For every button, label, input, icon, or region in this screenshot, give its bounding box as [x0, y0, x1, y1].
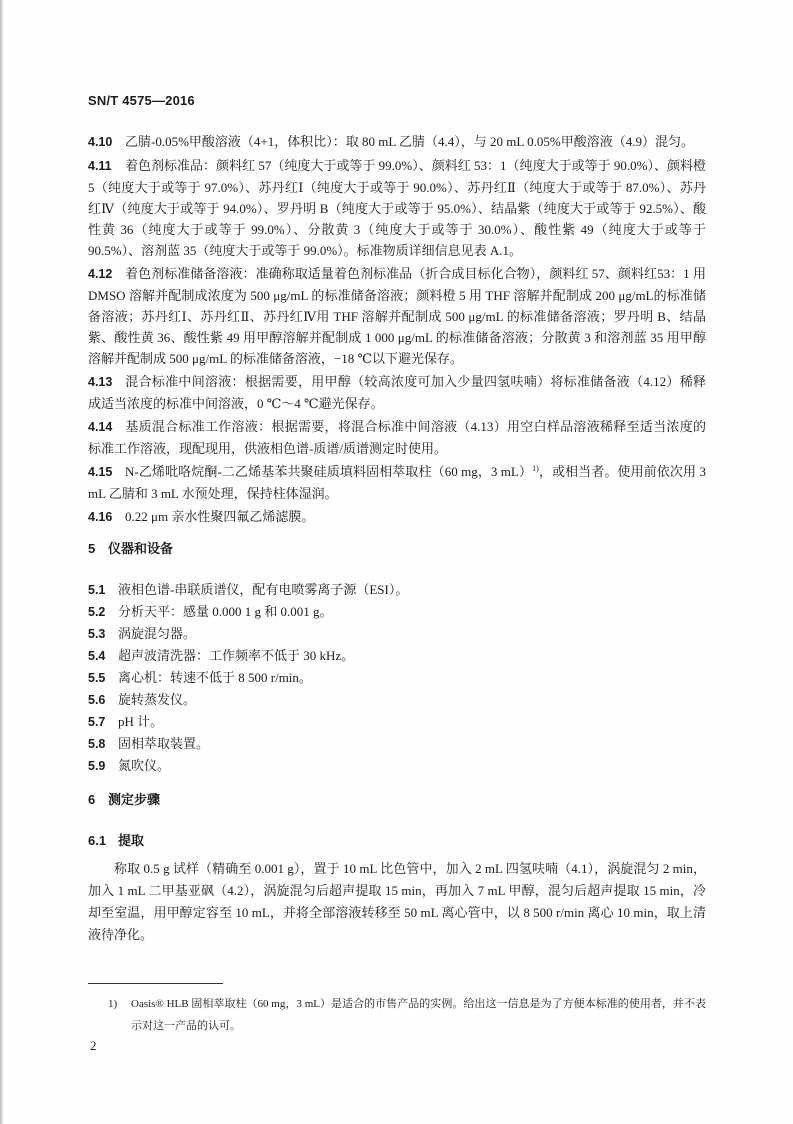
section-6-heading	[88, 789, 706, 810]
clause-text: 0.22 μm 亲水性聚四氟乙烯滤膜。	[125, 509, 315, 524]
instrument-item	[88, 667, 706, 689]
clause-text: N-乙烯吡咯烷酮-二乙烯基苯共聚硅质填料固相萃取柱（60 mg，3 mL）	[125, 464, 533, 479]
instrument-item	[88, 601, 706, 623]
instrument-item	[88, 579, 706, 601]
footnote-text: Oasis® HLB 固相萃取柱（60 mg，3 mL）是适合的市售产品的实例。给出这一信息是为了方便本标准的使用者，并不表示对这一产品的认可。	[131, 998, 706, 1032]
item-text: 氮吹仪。	[118, 758, 171, 773]
item-number: 5.9	[88, 759, 106, 773]
instrument-item	[88, 645, 706, 667]
section-number: 6	[88, 792, 96, 807]
footnote-label: 1)	[108, 998, 118, 1010]
subsection-number: 6.1	[88, 833, 107, 848]
item-number: 5.7	[88, 715, 106, 729]
item-text: pH 计。	[118, 714, 164, 729]
footnote-reference: 1)	[532, 464, 539, 473]
item-text: 液相色谱-串联质谱仪，配有电喷雾离子源（ESI）。	[118, 582, 409, 597]
footnote	[108, 993, 706, 1037]
clause-number: 4.11	[88, 159, 112, 173]
section-title: 仪器和设备	[108, 541, 174, 556]
clause-number: 4.16	[88, 510, 113, 524]
item-text: 涡旋混匀器。	[118, 626, 197, 641]
item-number: 5.3	[88, 627, 106, 641]
section-title: 测定步骤	[108, 792, 161, 807]
item-text: 超声波清洗器：工作频率不低于 30 kHz。	[118, 648, 355, 663]
clause-4-12	[88, 263, 706, 369]
footnote-separator	[88, 983, 223, 984]
instrument-item	[88, 733, 706, 755]
clause-text: 着色剂标准品：颜料红 57（纯度大于或等于 99.0%）、颜料红 53：1（纯度大于或等于 90.0%）、颜料橙 5（纯度大于或等于 97.0%）、苏丹红Ⅰ（纯度大于或等于 90.0%）、苏丹红Ⅱ（纯度大于或等于 87.0%）、苏丹红Ⅳ（纯度大于或等于 94.0%）、罗丹明 B（纯度大于或等于 95.0%）、结晶紫（纯度大于或等于 92.5%）、酸性黄 36（纯度大于或等于 99.0%）、分散黄 3（纯度大于或等于 30.0%）、酸性紫 49（纯度大于或等于 90.5%）、溶剂蓝 35（纯度大于或等于 99.0%）。标准物质详细信息见表 A.1。	[88, 158, 706, 258]
clause-text: 基质混合标准工作溶液：根据需要，将混合标准中间溶液（4.13）用空白样品溶液稀释至适当浓度的标准工作溶液，现配现用，供液相色谱-质谱/质谱测定时使用。	[88, 419, 706, 456]
item-text: 固相萃取装置。	[118, 736, 210, 751]
clause-text: 乙腈-0.05%甲酸溶液（4+1，体积比）：取 80 mL 乙腈（4.4），与 20 mL 0.05%甲酸溶液（4.9）混匀。	[125, 134, 694, 149]
item-text: 离心机：转速不低于 8 500 r/min。	[118, 670, 312, 685]
clause-4-11	[88, 155, 706, 261]
clause-number: 4.15	[88, 465, 113, 479]
clause-text: 混合标准中间溶液：根据需要，用甲醇（较高浓度可加入少量四氢呋喃）将标准储备液（4.12）稀释成适当浓度的标准中间溶液，0 ℃～4 ℃避光保存。	[88, 374, 706, 411]
clause-4-10	[88, 131, 706, 153]
instrument-item	[88, 755, 706, 777]
instrument-item	[88, 689, 706, 711]
item-number: 5.5	[88, 671, 106, 685]
item-text: 分析天平：感量 0.000 1 g 和 0.001 g。	[118, 604, 333, 619]
clause-number: 4.13	[88, 375, 113, 389]
subsection-title: 提取	[118, 833, 145, 848]
instrument-item	[88, 711, 706, 733]
standard-code: SN/T 4575—2016	[88, 93, 195, 108]
item-number: 5.6	[88, 693, 106, 707]
item-text: 旋转蒸发仪。	[118, 692, 197, 707]
item-number: 5.2	[88, 605, 106, 619]
clause-4-13	[88, 371, 706, 414]
item-number: 5.1	[88, 583, 106, 597]
section-5-heading	[88, 538, 706, 559]
clause-text: 着色剂标准储备溶液：准确称取适量着色剂标准品（折合成目标化合物），颜料红 57、颜料红53：1 用 DMSO 溶解并配制成浓度为 500 μg/mL 的标准储备溶液；颜料橙 5 用 THF 溶解并配制成 200 μg/mL的标准储备溶液；苏丹红Ⅰ、苏丹红Ⅱ、苏丹红Ⅳ用 THF 溶解并配制成 500 μg/mL 的标准储备溶液；罗丹明 B、结晶紫、酸性黄 36、酸性紫 49 用甲醇溶解并配制成 1 000 μg/mL 的标准储备溶液；分散黄 3 和溶剂蓝 35 用甲醇溶解并配制成 500 μg/mL 的标准储备溶液，−18 ℃以下避光保存。	[88, 266, 706, 366]
clause-text-continued: ，或相当者。使用前依次用 3 mL 乙腈和 3 mL 水预处理，保持柱体湿润。	[88, 464, 706, 501]
clause-4-14	[88, 416, 706, 459]
clause-number: 4.10	[88, 135, 113, 149]
clause-4-15	[88, 461, 706, 504]
extraction-paragraph: 称取 0.5 g 试样（精确至 0.001 g），置于 10 mL 比色管中，加入 2 mL 四氢呋喃（4.1），涡旋混匀 2 min，加入 1 mL 二甲基亚砜（4.2），涡旋混匀后超声提取 15 min，再加入 7 mL 甲醇，混匀后超声提取 15 min，冷却至室温，用甲醇定容至 10 mL，并将全部溶液转移至 50 mL 离心管中，以 8 500 r/min 离心 10 min，取上清液待净化。	[88, 861, 706, 942]
instrument-item	[88, 623, 706, 645]
subsection-6-1-heading	[88, 830, 706, 852]
page-number: 2	[90, 1038, 97, 1053]
item-number: 5.4	[88, 649, 106, 663]
section-number: 5	[88, 541, 96, 556]
scan-edge	[0, 0, 3, 1124]
clause-4-16	[88, 506, 706, 528]
clause-number: 4.14	[88, 420, 113, 434]
clause-number: 4.12	[88, 267, 113, 281]
item-number: 5.8	[88, 737, 106, 751]
page-content	[88, 92, 706, 946]
